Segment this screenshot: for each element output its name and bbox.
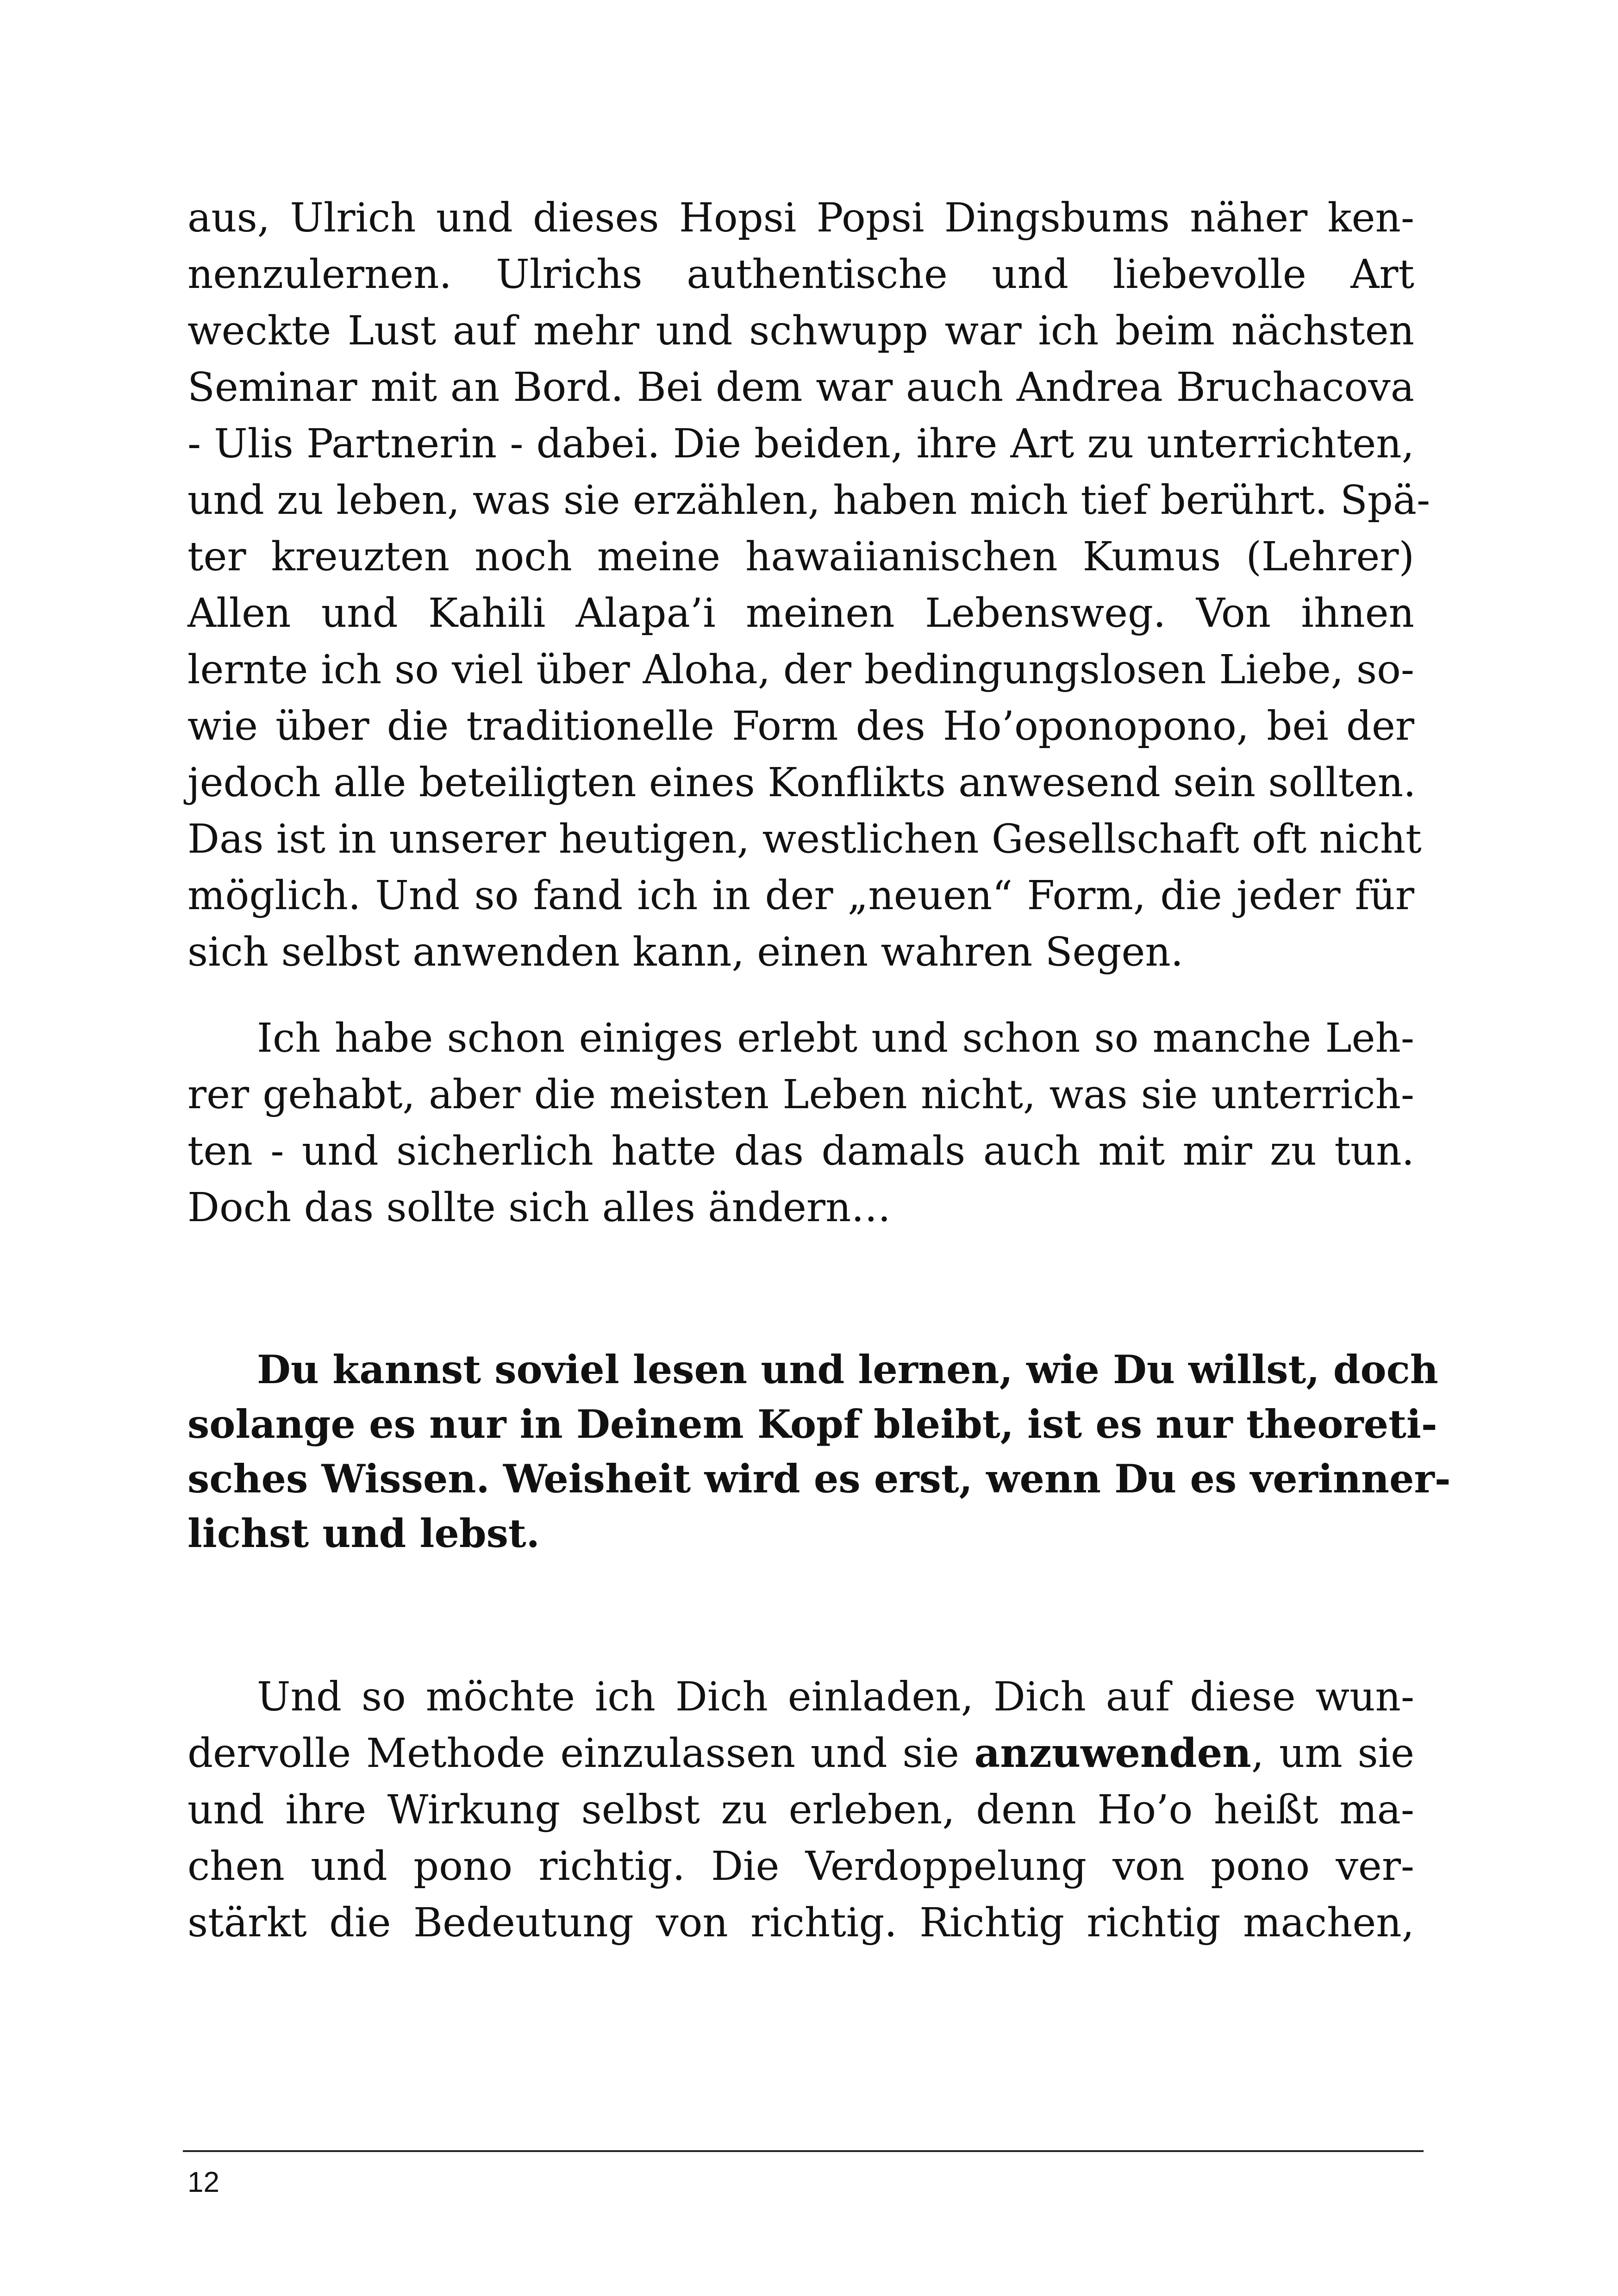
paragraph-3 xyxy=(187,1669,1414,1951)
quote-line: solange es nur in Deinem Kopf bleibt, ist es nur theoreti- xyxy=(187,1401,1437,1447)
highlighted-quote xyxy=(187,1342,1451,1561)
paragraph-line: stärkt die Bedeutung von richtig. Richtig richtig machen, xyxy=(187,1900,1414,1946)
paragraph-line: und zu leben, was sie erzählen, haben mich tief berührt. Spä- xyxy=(187,477,1431,524)
paragraph-2 xyxy=(187,1010,1414,1236)
footer-divider xyxy=(183,2150,1424,2152)
quote-line: lichst und lebst. xyxy=(187,1510,540,1556)
paragraph-line: möglich. Und so fand ich in der „neuen“ Form, die jeder für xyxy=(187,873,1414,919)
paragraph-1 xyxy=(187,190,1431,980)
paragraph-line: nenzulernen. Ulrichs authentische und liebevolle Art xyxy=(187,251,1414,298)
line-text: , um sie xyxy=(1251,1730,1414,1777)
page-number: 12 xyxy=(187,2166,219,2198)
quote-line: sches Wissen. Weisheit wird es erst, wenn Du es verinner- xyxy=(187,1456,1451,1502)
paragraph-line: rer gehabt, aber die meisten Leben nicht, was sie unterrich- xyxy=(187,1072,1414,1118)
paragraph-line: ter kreuzten noch meine hawaiianischen Kumus (Lehrer) xyxy=(187,534,1414,580)
paragraph-line: Doch das sollte sich alles ändern… xyxy=(187,1185,891,1231)
paragraph-line: Allen und Kahili Alapa’i meinen Lebensweg. Von ihnen xyxy=(187,590,1414,636)
emphasized-word: anzuwenden xyxy=(974,1730,1251,1777)
paragraph-line: und ihre Wirkung selbst zu erleben, denn Ho’o heißt ma- xyxy=(187,1787,1414,1833)
quote-line: Du kannst soviel lesen und lernen, wie Du willst, doch xyxy=(257,1347,1438,1392)
paragraph-line: chen und pono richtig. Die Verdoppelung von pono ver- xyxy=(187,1843,1414,1890)
paragraph-line xyxy=(187,1725,1414,1782)
paragraph-line: weckte Lust auf mehr und schwupp war ich beim nächsten xyxy=(187,308,1414,354)
paragraph-line: wie über die traditionelle Form des Ho’oponopono, bei der xyxy=(187,703,1414,749)
paragraph-line: Und so möchte ich Dich einladen, Dich auf diese wun- xyxy=(257,1674,1414,1720)
paragraph-line: - Ulis Partnerin - dabei. Die beiden, ihre Art zu unterrichten, xyxy=(187,421,1414,467)
paragraph-line: sich selbst anwenden kann, einen wahren Segen. xyxy=(187,929,1184,975)
paragraph-line: aus, Ulrich und dieses Hopsi Popsi Dingsbums näher ken- xyxy=(187,195,1414,241)
paragraph-line: lernte ich so viel über Aloha, der bedingungslosen Liebe, so- xyxy=(187,647,1414,693)
paragraph-line: Das ist in unserer heutigen, westlichen Gesellschaft oft nicht xyxy=(187,816,1422,862)
paragraph-line: Seminar mit an Bord. Bei dem war auch Andrea Bruchacova xyxy=(187,364,1414,411)
paragraph-line: jedoch alle beteiligten eines Konflikts anwesend sein sollten. xyxy=(187,760,1416,806)
line-text: dervolle Methode einzulassen und sie xyxy=(187,1730,975,1777)
paragraph-line: ten - und sicherlich hatte das damals auch mit mir zu tun. xyxy=(187,1128,1414,1174)
paragraph-line: Ich habe schon einiges erlebt und schon so manche Leh- xyxy=(257,1015,1414,1061)
